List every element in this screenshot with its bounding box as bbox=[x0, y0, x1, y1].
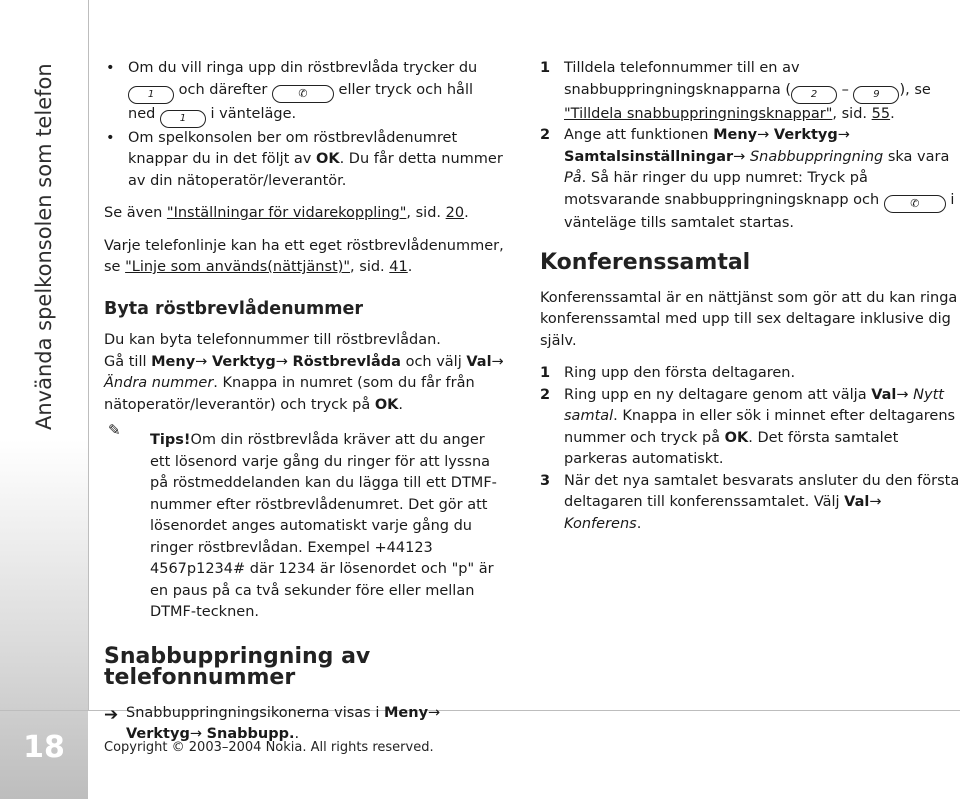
text: Snabbuppringningsikonerna visas i bbox=[126, 704, 384, 721]
link-page-41[interactable]: 41 bbox=[389, 259, 408, 275]
bullet-dot: • bbox=[106, 60, 115, 76]
text: . bbox=[636, 515, 642, 532]
divider-vertical bbox=[88, 0, 89, 710]
ok-label: OK bbox=[374, 396, 399, 413]
key-9-icon: 9 bbox=[853, 86, 899, 104]
link-assign-speed-dial[interactable]: "Tilldela snabbuppringningsknappar" bbox=[564, 105, 833, 122]
arrow: → bbox=[869, 494, 882, 510]
link-forwarding[interactable]: "Inställningar för vidarekoppling" bbox=[166, 205, 407, 221]
conf-step-1 bbox=[540, 363, 960, 385]
arrow: → bbox=[896, 386, 914, 403]
arrow: → bbox=[428, 704, 441, 721]
text: Ange att funktionen bbox=[564, 127, 714, 143]
text: , sid. bbox=[832, 105, 872, 122]
tools-label: Verktyg bbox=[126, 726, 190, 742]
arrow: → bbox=[195, 353, 212, 370]
step-1 bbox=[540, 58, 960, 125]
conference-intro: Konferenssamtal är en nättjänst som gör att du kan ringa konferenssamtal med upp till sex deltagare inklusive dig själv. bbox=[540, 289, 958, 349]
step-number: 1 bbox=[540, 60, 551, 76]
options-label: Val bbox=[466, 353, 492, 370]
options-label: Val bbox=[871, 386, 897, 403]
tips-box bbox=[104, 421, 504, 624]
arrow: → bbox=[733, 148, 750, 165]
text: i vänteläge tills samtalet startas. bbox=[564, 191, 955, 231]
left-column bbox=[104, 58, 504, 746]
conference-label: Konferens bbox=[564, 515, 637, 532]
lightbulb-icon: ✎ bbox=[108, 421, 121, 439]
ok-label: OK bbox=[316, 151, 340, 167]
call-key-icon: ✆ bbox=[884, 195, 946, 213]
call-key-icon: ✆ bbox=[272, 85, 334, 103]
text: Om din röstbrevlåda kräver att du anger ett lösenord varje gång du ringer för att lyssna på röstmeddelanden kan du lägga till ett DTMF-nummer efter röstbrevlådenumret. Det gör att lösenordet anges automatiskt varje gång du ringer röstbrevlådan. Exempel +44123 4567p1234# där 1234 är lösenordet och "p" är en paus på ca två sekunder före eller mellan DTMF-tecknen. bbox=[150, 432, 497, 620]
conf-step-3 bbox=[540, 471, 960, 536]
text: Gå till bbox=[104, 353, 152, 370]
text: , sid. bbox=[350, 259, 390, 275]
menu-label: Meny bbox=[713, 127, 758, 143]
text: Om spelkonsolen ber om röstbrevlådenumret knappar du in det följt av bbox=[128, 129, 458, 167]
arrow: → bbox=[757, 127, 774, 143]
text: . bbox=[294, 726, 300, 742]
text: ska vara bbox=[883, 148, 950, 165]
text: . Du får detta nummer av din nätoperatör/leverantör. bbox=[128, 151, 503, 189]
conf-step-2 bbox=[540, 385, 960, 471]
speed-dialing-label: Snabbuppringning bbox=[749, 148, 884, 165]
bullet-voicemail-number bbox=[104, 128, 504, 193]
text: Tilldela telefonnummer till en av snabbuppringningsknapparna ( bbox=[564, 60, 800, 98]
text: Ring upp en ny deltagare genom att välja bbox=[564, 386, 872, 403]
text: och välj bbox=[400, 353, 467, 370]
key-1-icon: 1 bbox=[160, 110, 206, 128]
chapter-title: Använda spelkonsolen som telefon bbox=[32, 63, 56, 430]
text: . Knappa in eller sök i minnet efter deltagarens nummer och tryck på bbox=[564, 408, 956, 446]
step-number: 1 bbox=[540, 365, 551, 381]
text: Ring upp den första deltagaren. bbox=[564, 365, 796, 381]
text: När det nya samtalet besvarats ansluter du den första deltagaren till konferenssamtalet. Välj bbox=[564, 472, 960, 510]
sidebar bbox=[0, 0, 88, 799]
step-number: 2 bbox=[540, 386, 551, 403]
change-intro: Du kan byta telefonnummer till röstbrevlådan. bbox=[104, 332, 441, 348]
text: , sid. bbox=[406, 205, 446, 221]
change-steps bbox=[104, 352, 504, 417]
key-1-icon: 1 bbox=[128, 86, 174, 104]
text: . bbox=[890, 105, 895, 122]
copyright: Copyright © 2003–2004 Nokia. All rights reserved. bbox=[104, 740, 434, 755]
text: Se även bbox=[104, 205, 167, 221]
text: . Så här ringer du upp numret: Tryck på motsvarande snabbuppringningsknapp och bbox=[564, 170, 880, 208]
bullet-voicemail-call bbox=[104, 58, 504, 128]
on-label: På bbox=[564, 170, 582, 186]
page-number: 18 bbox=[23, 730, 65, 765]
bullet-dot: • bbox=[106, 129, 115, 146]
tools-label: Verktyg bbox=[211, 353, 276, 370]
step-number: 2 bbox=[540, 127, 551, 143]
key-2-icon: 2 bbox=[791, 86, 837, 104]
text: ), se bbox=[899, 81, 931, 98]
see-also-line bbox=[104, 236, 504, 279]
arrow: → bbox=[837, 127, 850, 143]
text: . Det första samtalet parkeras automatiskt. bbox=[564, 429, 899, 467]
speed-dial-label: Snabbupp. bbox=[206, 726, 295, 742]
tips-label: Tips! bbox=[150, 432, 191, 448]
text: Varje telefonlinje kan ha ett eget röstbrevlådenummer, se bbox=[104, 237, 504, 275]
tips-text bbox=[128, 430, 504, 624]
new-call-label: Nytt samtal bbox=[564, 386, 944, 424]
menu-label: Meny bbox=[151, 353, 196, 370]
step-2 bbox=[540, 125, 960, 234]
text: . bbox=[398, 396, 403, 413]
text: eller tryck och håll ned bbox=[128, 81, 473, 122]
ok-label: OK bbox=[724, 429, 749, 446]
text: – bbox=[837, 81, 854, 98]
arrow: → bbox=[189, 726, 207, 742]
see-also-forwarding bbox=[104, 203, 504, 225]
heading-conference-call: Konferenssamtal bbox=[540, 250, 751, 275]
voicemail-label: Röstbrevlåda bbox=[292, 353, 401, 370]
heading-change-voicemail: Byta röstbrevlådenummer bbox=[104, 298, 363, 319]
change-number-label: Ändra nummer bbox=[104, 375, 214, 391]
text: och därefter bbox=[178, 81, 268, 98]
right-column bbox=[540, 58, 960, 535]
arrow: → bbox=[491, 353, 504, 370]
link-page-55[interactable]: 55 bbox=[871, 105, 891, 122]
options-label: Val bbox=[844, 494, 870, 510]
heading-speed-dial: Snabbuppringning av telefonnummer bbox=[104, 643, 371, 690]
text: . bbox=[464, 205, 469, 221]
text: i vänteläge. bbox=[210, 105, 297, 122]
step-number: 3 bbox=[540, 472, 551, 489]
text: Om du vill ringa upp din röstbrevlåda trycker du bbox=[128, 60, 478, 76]
text: . bbox=[407, 259, 413, 275]
tools-label: Verktyg bbox=[773, 127, 838, 143]
menu-label: Meny bbox=[383, 704, 429, 721]
speed-dial-note bbox=[104, 703, 504, 746]
arrow: → bbox=[275, 353, 293, 370]
link-line-in-use[interactable]: "Linje som används(nättjänst)" bbox=[125, 259, 351, 275]
call-settings-label: Samtalsinställningar bbox=[564, 148, 734, 165]
text: . Knappa in numret (som du får från nätoperatör/leverantör) och tryck på bbox=[104, 375, 475, 413]
link-page-20[interactable]: 20 bbox=[445, 205, 465, 221]
arrow-icon: ➔ bbox=[104, 704, 119, 725]
